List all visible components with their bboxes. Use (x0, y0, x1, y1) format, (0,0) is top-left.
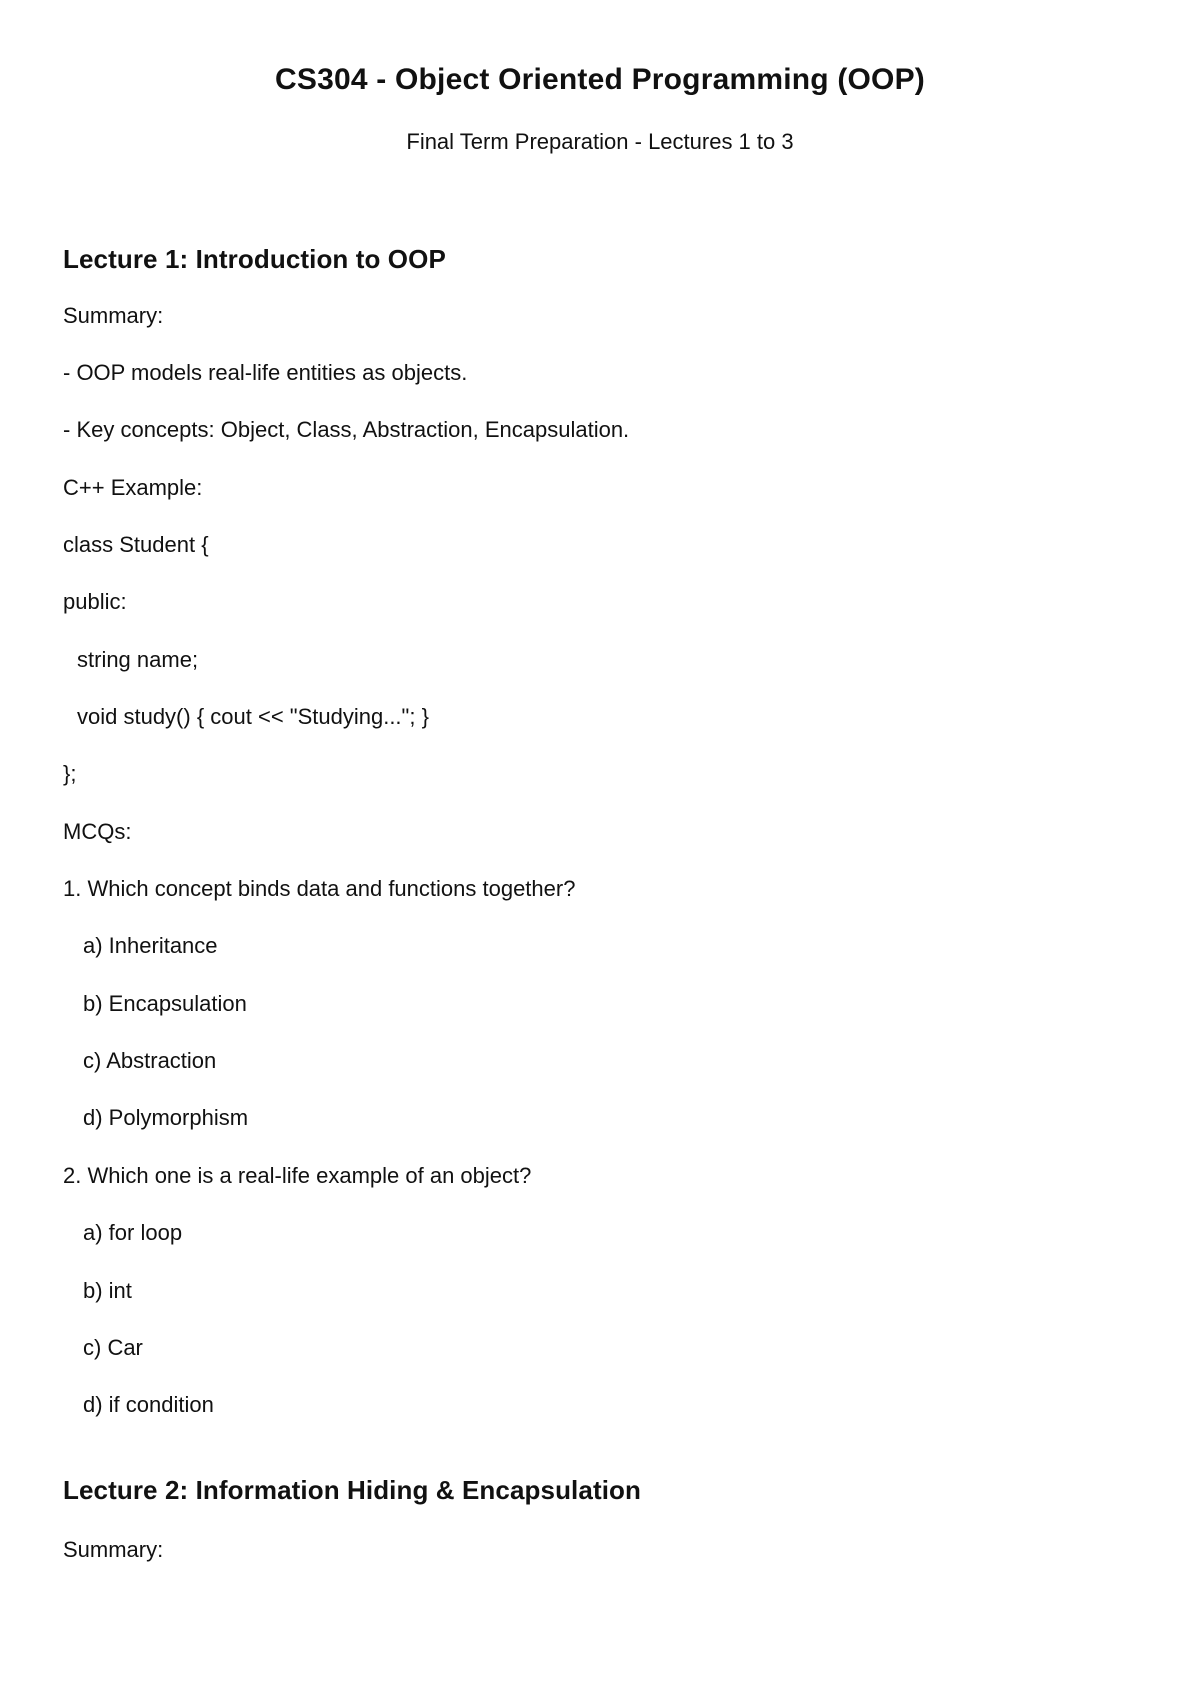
mcq-option: d) if condition (83, 1392, 214, 1417)
mcq-option: c) Abstraction (83, 1048, 217, 1073)
document-title: CS304 - Object Oriented Programming (OOP) (275, 63, 925, 96)
code-line: string name; (77, 647, 199, 672)
mcq-question: 1. Which concept binds data and functions together? (63, 876, 576, 901)
lecture-1-summary-point: - Key concepts: Object, Class, Abstraction, Encapsulation. (63, 417, 630, 442)
code-line: }; (63, 761, 77, 786)
lecture-2-heading: Lecture 2: Information Hiding & Encapsulation (63, 1475, 641, 1505)
code-line: class Student { (63, 532, 209, 557)
lecture-2-summary-label: Summary: (63, 1537, 164, 1562)
mcq-option: b) Encapsulation (83, 991, 247, 1016)
lecture-1-summary-point: - OOP models real-life entities as objects. (63, 360, 468, 385)
mcq-option: d) Polymorphism (83, 1105, 249, 1130)
mcq-option: b) int (83, 1278, 132, 1303)
mcq-question: 2. Which one is a real-life example of an object? (63, 1163, 532, 1188)
mcq-option: a) for loop (83, 1220, 183, 1245)
code-line: public: (63, 589, 127, 614)
document-subtitle: Final Term Preparation - Lectures 1 to 3 (406, 129, 794, 154)
lecture-1-example-label: C++ Example: (63, 475, 203, 500)
lecture-1-mcq-label: MCQs: (63, 819, 132, 844)
mcq-option: c) Car (83, 1335, 143, 1360)
mcq-option: a) Inheritance (83, 933, 218, 958)
lecture-1-summary-label: Summary: (63, 303, 164, 328)
code-line: void study() { cout << "Studying..."; } (77, 704, 429, 729)
lecture-1-heading: Lecture 1: Introduction to OOP (63, 244, 446, 274)
